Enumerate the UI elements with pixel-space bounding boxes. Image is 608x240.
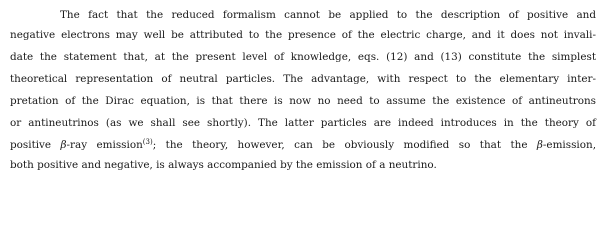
text-line: theoretical representation of neutral particles. The advantage, with respect to the elementary inter- <box>10 73 596 85</box>
beta-symbol: β <box>536 139 543 151</box>
text-line: pretation of the Dirac equation, is that there is now no need to assume the existence of antineutrons <box>10 95 596 107</box>
text-line: The fact that the reduced formalism cannot be applied to the description of positive and <box>60 9 596 21</box>
beta-symbol: β <box>60 139 67 151</box>
text-line: negative electrons may well be attributed to the presence of the electric charge, and it does not invali- <box>10 29 596 41</box>
text-line: both positive and negative, is always accompanied by the emission of a neutrino. <box>10 159 437 171</box>
text-segment: -ray emission <box>66 139 143 151</box>
text-segment: -emission, <box>542 139 596 151</box>
text-line <box>10 138 596 152</box>
citation-reference: (3) <box>142 138 153 146</box>
text-line: date the statement that, at the present level of knowledge, eqs. (12) and (13) constitute the simplest <box>10 51 596 63</box>
text-line: or antineutrinos (as we shall see shortly). The latter particles are indeed introduces in the theory of <box>10 117 596 129</box>
text-segment: ; the theory, however, can be obviously modified so that the <box>152 139 537 151</box>
text-segment: positive <box>10 139 61 151</box>
